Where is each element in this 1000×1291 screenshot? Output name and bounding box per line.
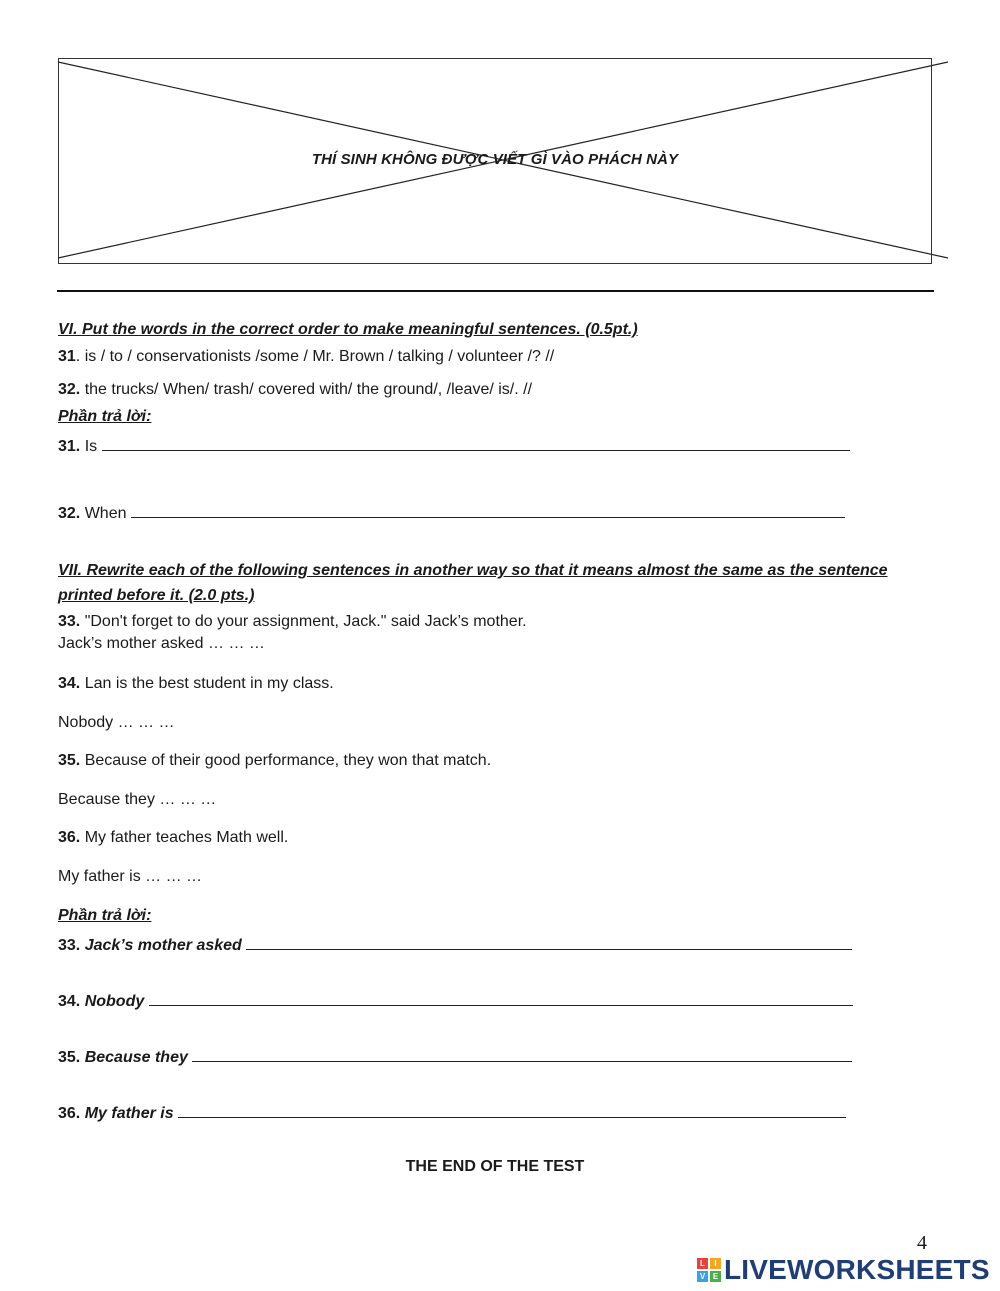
answer-32-number: 32. bbox=[58, 505, 81, 522]
liveworksheets-logo bbox=[697, 1254, 990, 1286]
answer-label-6: Phần trả lời: bbox=[58, 408, 152, 425]
question-36-number: 36. bbox=[58, 829, 81, 846]
page-number: 4 bbox=[917, 1232, 927, 1254]
logo-text: LIVEWORKSHEETS bbox=[724, 1254, 990, 1285]
question-34 bbox=[58, 675, 334, 693]
question-33-text: "Don't forget to do your assignment, Jack." said Jack’s mother. bbox=[80, 613, 527, 630]
answer-35 bbox=[58, 1046, 852, 1067]
end-of-test: THE END OF THE TEST bbox=[405, 1158, 585, 1175]
logo-tile-i: I bbox=[710, 1258, 721, 1269]
answer-36-line[interactable] bbox=[178, 1102, 846, 1118]
question-34-number: 34. bbox=[58, 675, 81, 692]
section-divider bbox=[57, 290, 934, 292]
answer-35-line[interactable] bbox=[192, 1046, 852, 1062]
answer-31-number: 31. bbox=[58, 438, 81, 455]
question-34-prompt: Nobody … … … bbox=[58, 714, 175, 731]
question-36-text: My father teaches Math well. bbox=[80, 829, 289, 846]
answer-36-prefix: My father is bbox=[80, 1105, 179, 1122]
logo-tile-l: L bbox=[697, 1258, 708, 1269]
question-36 bbox=[58, 829, 288, 847]
answer-34 bbox=[58, 990, 853, 1011]
logo-mark-icon bbox=[697, 1258, 721, 1282]
answer-33 bbox=[58, 934, 852, 955]
question-34-text: Lan is the best student in my class. bbox=[80, 675, 334, 692]
answer-36 bbox=[58, 1102, 846, 1123]
answer-34-line[interactable] bbox=[149, 990, 853, 1006]
question-33 bbox=[58, 613, 527, 631]
question-31 bbox=[58, 348, 554, 366]
section-6-title: VI. Put the words in the correct order to make meaningful sentences. (0.5pt.) bbox=[58, 321, 638, 338]
header-cross-lines bbox=[0, 0, 1000, 300]
answer-label-7: Phần trả lời: bbox=[58, 907, 152, 924]
answer-35-number: 35. bbox=[58, 1049, 81, 1066]
answer-32-line[interactable] bbox=[131, 502, 845, 518]
question-36-prompt: My father is … … … bbox=[58, 868, 203, 885]
section-7-title-line-2: printed before it. (2.0 pts.) bbox=[58, 587, 255, 604]
answer-34-number: 34. bbox=[58, 993, 81, 1010]
question-32-number: 32. bbox=[58, 381, 81, 398]
question-31-number: 31 bbox=[58, 348, 76, 365]
answer-32-prefix: When bbox=[80, 505, 131, 522]
question-32-text: the trucks/ When/ trash/ covered with/ the ground/, /leave/ is/. // bbox=[80, 381, 533, 398]
answer-36-number: 36. bbox=[58, 1105, 81, 1122]
logo-tile-v: V bbox=[697, 1271, 708, 1282]
answer-31-prefix: Is bbox=[80, 438, 102, 455]
answer-32 bbox=[58, 502, 845, 523]
answer-31-line[interactable] bbox=[102, 435, 850, 451]
answer-31 bbox=[58, 435, 850, 456]
answer-35-prefix: Because they bbox=[80, 1049, 193, 1066]
question-35-prompt: Because they … … … bbox=[58, 791, 217, 808]
logo-tile-e: E bbox=[710, 1271, 721, 1282]
section-7-title-line-1: VII. Rewrite each of the following sentences in another way so that it means almost the same as the sentence bbox=[58, 562, 888, 579]
answer-33-prefix: Jack’s mother asked bbox=[80, 937, 247, 954]
phach-note: THÍ SINH KHÔNG ĐƯỢC VIẾT GÌ VÀO PHÁCH NÀY bbox=[311, 151, 679, 168]
answer-33-number: 33. bbox=[58, 937, 81, 954]
answer-33-line[interactable] bbox=[246, 934, 852, 950]
answer-34-prefix: Nobody bbox=[80, 993, 149, 1010]
question-35 bbox=[58, 752, 491, 770]
question-35-number: 35. bbox=[58, 752, 81, 769]
question-35-text: Because of their good performance, they won that match. bbox=[80, 752, 492, 769]
question-33-prompt: Jack’s mother asked … … … bbox=[58, 635, 265, 652]
question-31-text: . is / to / conservationists /some / Mr. Brown / talking / volunteer /? // bbox=[75, 348, 555, 365]
question-33-number: 33. bbox=[58, 613, 81, 630]
question-32 bbox=[58, 381, 532, 399]
